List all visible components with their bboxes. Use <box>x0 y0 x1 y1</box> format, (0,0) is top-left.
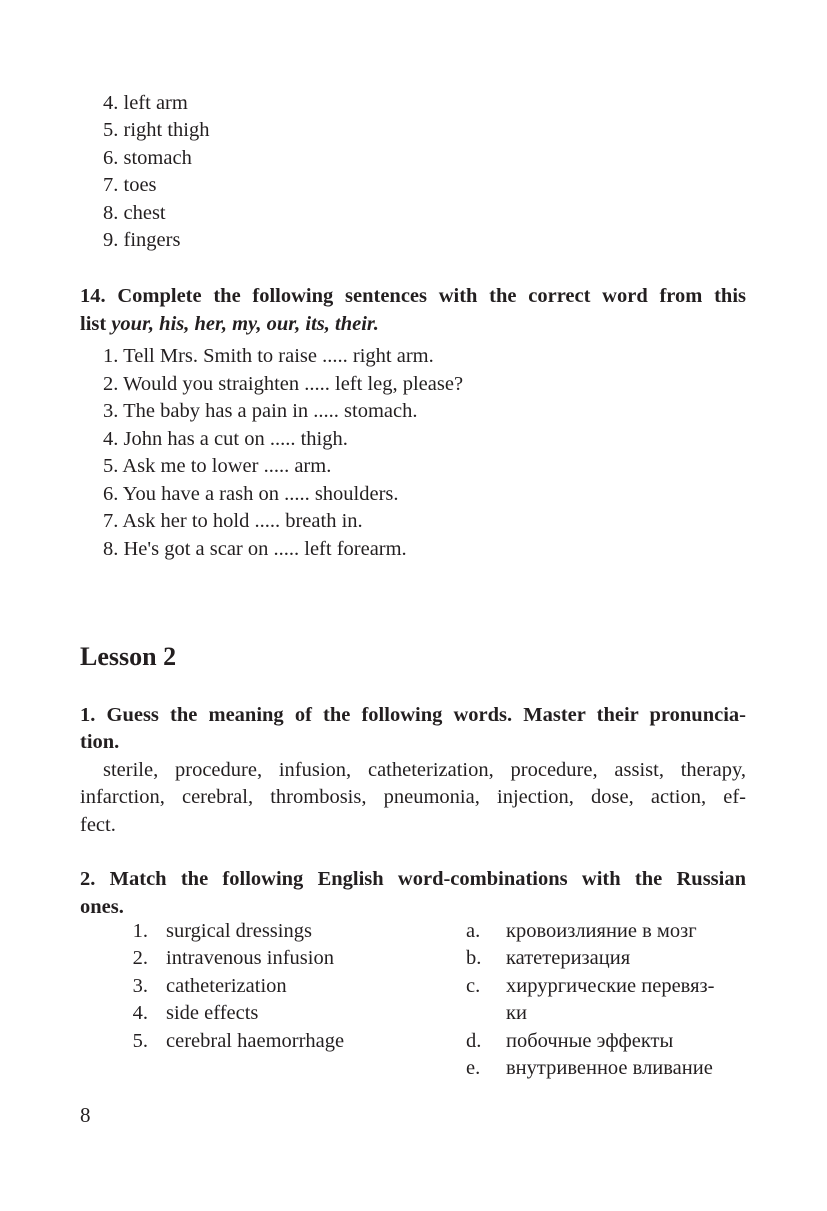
russian-term: ки <box>506 1002 527 1024</box>
list-item: 5. right thigh <box>103 119 210 141</box>
match-row <box>0 1056 827 1080</box>
match-row <box>0 946 827 970</box>
match-row <box>0 974 827 998</box>
sentence-item: 2. Would you straighten ..... left leg, please? <box>103 373 464 395</box>
list-item: 8. chest <box>103 202 166 224</box>
match-number: 4. <box>132 1002 148 1024</box>
russian-term: хирургические перевяз- <box>506 975 715 997</box>
list-item: 6. stomach <box>103 147 192 169</box>
match-letter: b. <box>466 947 482 969</box>
exercise-14-heading-line2 <box>80 312 379 336</box>
sentence-item: 3. The baby has a pain in ..... stomach. <box>103 400 418 422</box>
list-item: 9. fingers <box>103 229 181 251</box>
match-letter: a. <box>466 920 481 942</box>
sentence-item: 5. Ask me to lower ..... arm. <box>103 455 332 477</box>
english-term: catheterization <box>166 975 287 997</box>
page-number: 8 <box>80 1103 91 1127</box>
sentence-item: 4. John has a cut on ..... thigh. <box>103 428 348 450</box>
exercise-1-body-line: sterile, procedure, infusion, catheterization, procedure, assist, therapy, <box>103 759 746 781</box>
match-letter: c. <box>466 975 481 997</box>
russian-term: внутривенное вливание <box>506 1057 713 1079</box>
match-number: 3. <box>132 975 148 997</box>
sentence-item: 7. Ask her to hold ..... breath in. <box>103 510 363 532</box>
list-item: 4. left arm <box>103 92 188 114</box>
russian-term: побочные эффекты <box>506 1030 674 1052</box>
english-term: intravenous infusion <box>166 947 334 969</box>
list-item: 7. toes <box>103 174 157 196</box>
match-number: 2. <box>132 947 148 969</box>
exercise-1-body-line: fect. <box>80 814 116 836</box>
match-number: 5. <box>132 1030 148 1052</box>
exercise-1-heading: 1. Guess the meaning of the following words. Master their pronuncia- <box>80 704 746 726</box>
lesson-title: Lesson 2 <box>80 642 177 671</box>
sentence-item: 1. Tell Mrs. Smith to raise ..... right arm. <box>103 345 434 367</box>
sentence-item: 8. He's got a scar on ..... left forearm. <box>103 538 407 560</box>
russian-term: кровоизлияние в мозг <box>506 920 697 942</box>
sentence-item: 6. You have a rash on ..... shoulders. <box>103 483 399 505</box>
exercise-2-heading-line2: ones. <box>80 896 124 918</box>
exercise-1-body-line: infarction, cerebral, thrombosis, pneumonia, injection, dose, action, ef- <box>80 786 746 808</box>
pronoun-list: your, his, her, my, our, its, their. <box>111 313 379 335</box>
english-term: cerebral haemorrhage <box>166 1030 345 1052</box>
match-number: 1. <box>132 920 148 942</box>
match-row <box>0 919 827 943</box>
match-row <box>0 1029 827 1053</box>
match-row <box>0 1001 827 1025</box>
english-term: side effects <box>166 1002 259 1024</box>
exercise-2-heading: 2. Match the following English word-combinations with the Russian <box>80 868 746 890</box>
exercise-14-heading: 14. Complete the following sentences with the correct word from this <box>80 285 746 307</box>
russian-term: катетеризация <box>506 947 631 969</box>
english-term: surgical dressings <box>166 920 312 942</box>
exercise-1-heading-line2: tion. <box>80 731 120 753</box>
match-letter: d. <box>466 1030 482 1052</box>
match-letter: e. <box>466 1057 481 1079</box>
list-label: list <box>80 313 112 335</box>
